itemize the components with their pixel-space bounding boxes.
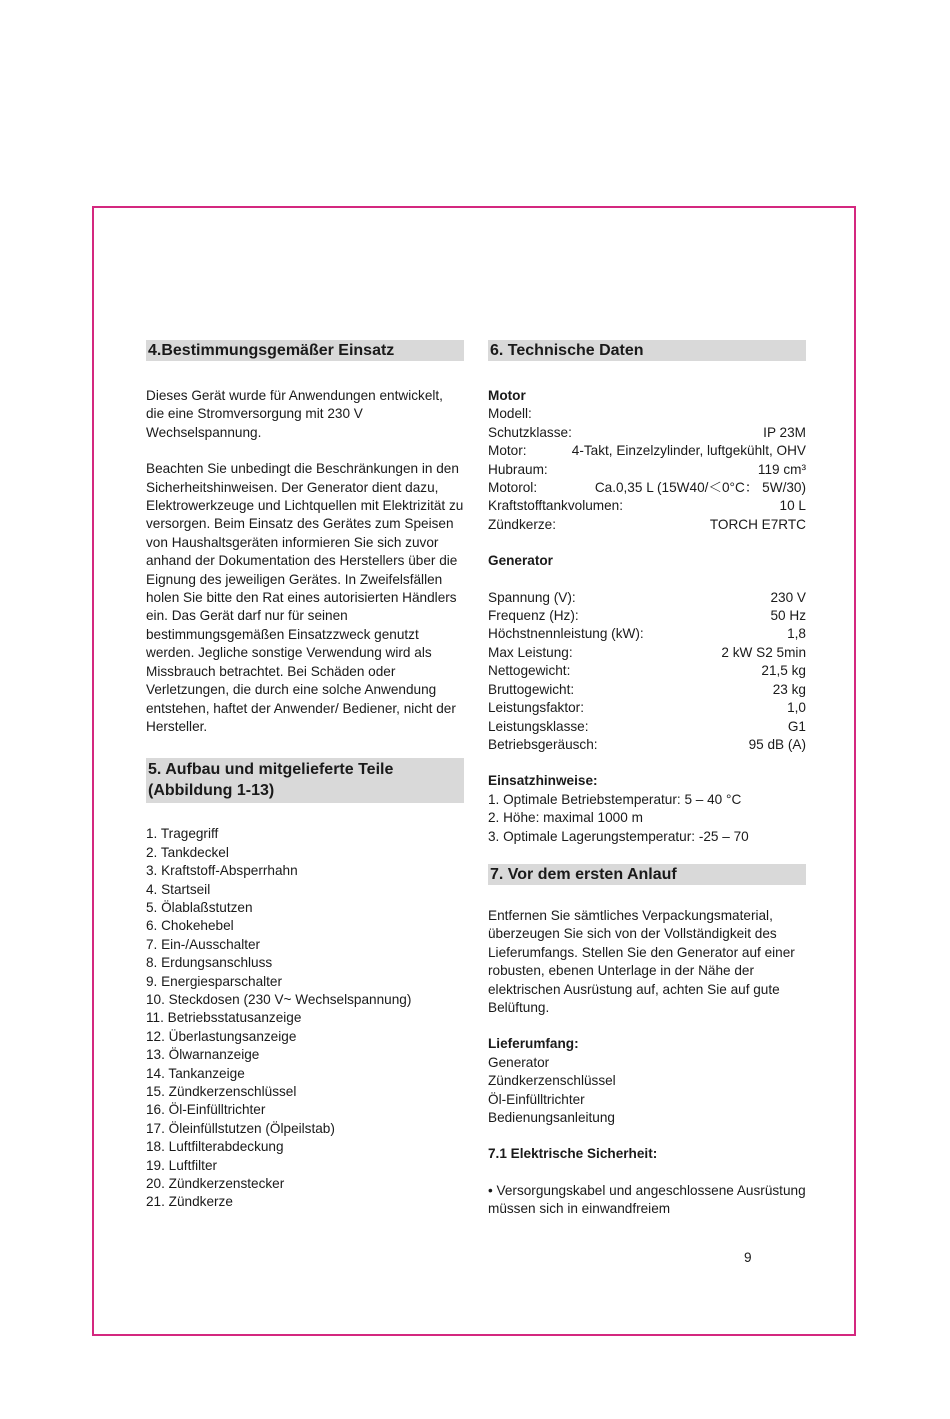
spec-label: Kraftstofftankvolumen: <box>488 498 624 514</box>
spec-label: Schutzklasse: <box>488 424 572 440</box>
list-item: 20. Zündkerzenstecker <box>146 1176 285 1192</box>
spec-label: Betriebsgeräusch: <box>488 736 598 752</box>
spec-row <box>488 497 806 515</box>
list-item: 11. Betriebsstatusanzeige <box>146 1010 302 1026</box>
generator-specs <box>488 589 806 755</box>
spec-row <box>488 736 806 754</box>
spec-label: Motorol: <box>488 480 538 496</box>
list-item: 6. Chokehebel <box>146 918 234 934</box>
spec-value: Ca.0,35 L (15W40/＜0°C： 5W/30) <box>594 480 806 496</box>
spec-label: Motor: <box>488 443 527 459</box>
section-7-paragraph: Entfernen Sie sämtliches Verpackungsmaterial, überzeugen Sie sich von der Vollständigkeit des Lieferumfangs. Stellen Sie den Generator auf einer robusten, ebenen Unterlage in der Nähe der elektrischen Ausrüstung auf, achten Sie auf gute Belüftung. <box>488 907 795 1015</box>
spec-label: Leistungsklasse: <box>488 718 589 734</box>
section-5-heading: 5. Aufbau und mitgelieferte Teile (Abbildung 1-13) <box>146 758 464 803</box>
spec-row <box>488 718 806 736</box>
list-item: 17. Öleinfüllstutzen (Ölpeilstab) <box>146 1120 335 1136</box>
spec-row <box>488 681 806 699</box>
spec-row <box>488 516 806 534</box>
section-4-paragraph-2: Beachten Sie unbedingt die Beschränkungen in den Sicherheitshinweisen. Der Generator dient dazu, Elektrowerkzeuge und Lichtquellen mit Elektrizität zu versorgen. Beim Einsatz des Gerätes zum Speisen von Haushaltsgeräten informieren Sie sich zuvor anhand der Dokumentation des Herstellers über die Eignung des jeweiligen Gerätes. In Zweifelsfällen holen Sie bitte den Rat eines autorisierten Händlers ein. Das Gerät darf nur für seinen bestimmungsgemäßen Einsatzzweck genutzt werden. Jegliche sonstige Verwendung wird als Missbrauch betrachtet. Bei Schäden oder Verletzungen, die durch eine solche Anwendung entstehen, haftet der Anwender/ Bediener, nicht der Hersteller. <box>146 461 464 734</box>
list-item: 3. Kraftstoff-Absperrhahn <box>146 863 298 879</box>
spec-value: 50 Hz <box>770 608 806 624</box>
spec-label: Höchstnennleistung (kW): <box>488 626 644 642</box>
list-item: 3. Optimale Lagerungstemperatur: -25 – 70 <box>488 828 749 844</box>
spec-row <box>488 405 806 423</box>
list-item: 4. Startseil <box>146 881 211 897</box>
list-item: Generator <box>488 1054 550 1070</box>
spec-value: 1,0 <box>787 700 806 716</box>
list-item: Zündkerzenschlüssel <box>488 1073 616 1089</box>
section-4-heading: 4.Bestimmungsgemäßer Einsatz <box>146 340 464 361</box>
list-item: 21. Zündkerze <box>146 1194 233 1210</box>
list-item: 18. Luftfilterabdeckung <box>146 1139 284 1155</box>
section-7-1-paragraph: • Versorgungskabel und angeschlossene Ausrüstung müssen sich in einwandfreiem <box>488 1182 806 1217</box>
spec-value: 23 kg <box>772 681 806 697</box>
left-column <box>146 340 464 1212</box>
list-item: 5. Ölablaßstutzen <box>146 899 253 915</box>
spec-row <box>488 699 806 717</box>
list-item: 7. Ein-/Ausschalter <box>146 936 261 952</box>
list-item: 19. Luftfilter <box>146 1157 218 1173</box>
spec-value: 95 dB (A) <box>748 736 806 752</box>
spec-value: 1,8 <box>787 626 806 642</box>
list-item: 16. Öl-Einfülltrichter <box>146 1102 266 1118</box>
spec-row <box>488 424 806 442</box>
section-7-heading: 7. Vor dem ersten Anlauf <box>488 864 806 885</box>
list-item: 14. Tankanzeige <box>146 1065 245 1081</box>
list-item: 1. Tragegriff <box>146 826 219 842</box>
spec-value: IP 23M <box>763 424 806 440</box>
list-item: Öl-Einfülltrichter <box>488 1091 585 1107</box>
spec-label: Zündkerze: <box>488 516 557 532</box>
generator-heading: Generator <box>488 553 553 569</box>
hints-heading: Einsatzhinweise: <box>488 773 598 789</box>
parts-list <box>146 825 464 1212</box>
motor-specs <box>488 405 806 534</box>
spec-label: Spannung (V): <box>488 589 576 605</box>
spec-value: 4-Takt, Einzelzylinder, luftgekühlt, OHV <box>571 443 806 459</box>
list-item: 13. Ölwarnanzeige <box>146 1047 260 1063</box>
list-item: 15. Zündkerzenschlüssel <box>146 1084 297 1099</box>
spec-value: 119 cm³ <box>757 461 806 477</box>
section-6-heading: 6. Technische Daten <box>488 340 806 361</box>
scope-heading: Lieferumfang: <box>488 1036 579 1052</box>
spec-row <box>488 589 806 607</box>
scope-list <box>488 1054 806 1128</box>
section-7-1-heading: 7.1 Elektrische Sicherheit: <box>488 1146 658 1162</box>
spec-value: 230 V <box>770 589 806 605</box>
spec-row <box>488 442 806 460</box>
spec-label: Frequenz (Hz): <box>488 608 579 624</box>
list-item: 8. Erdungsanschluss <box>146 955 273 971</box>
section-4-paragraph-1: Dieses Gerät wurde für Anwendungen entwickelt, die eine Stromversorgung mit 230 V Wechselspannung. <box>146 388 443 440</box>
spec-value: 2 kW S2 5min <box>721 644 806 660</box>
spec-label: Hubraum: <box>488 461 548 477</box>
list-item: 10. Steckdosen (230 V~ Wechselspannung) <box>146 991 412 1007</box>
spec-label: Leistungsfaktor: <box>488 700 584 716</box>
list-item: 2. Höhe: maximal 1000 m <box>488 810 643 826</box>
hints-list <box>488 791 806 846</box>
spec-value: G1 <box>787 718 806 734</box>
right-column <box>488 340 806 1219</box>
spec-value: TORCH E7RTC <box>709 516 806 532</box>
spec-row <box>488 607 806 625</box>
spec-label: Bruttogewicht: <box>488 681 575 697</box>
spec-value: 21,5 kg <box>761 663 806 679</box>
list-item: 12. Überlastungsanzeige <box>146 1028 297 1044</box>
spec-label: Max Leistung: <box>488 644 573 660</box>
spec-value: 10 L <box>779 498 806 514</box>
list-item: 1. Optimale Betriebstemperatur: 5 – 40 °C <box>488 791 742 807</box>
list-item: 2. Tankdeckel <box>146 844 229 860</box>
spec-label: Modell: <box>488 406 532 422</box>
spec-row <box>488 662 806 680</box>
spec-row <box>488 479 806 497</box>
spec-row <box>488 625 806 643</box>
list-item: Bedienungsanleitung <box>488 1110 615 1125</box>
motor-heading: Motor <box>488 388 526 403</box>
page-number: 9 <box>744 1250 752 1265</box>
spec-row <box>488 644 806 662</box>
spec-row <box>488 461 806 479</box>
spec-label: Nettogewicht: <box>488 663 571 679</box>
list-item: 9. Energiesparschalter <box>146 973 283 989</box>
